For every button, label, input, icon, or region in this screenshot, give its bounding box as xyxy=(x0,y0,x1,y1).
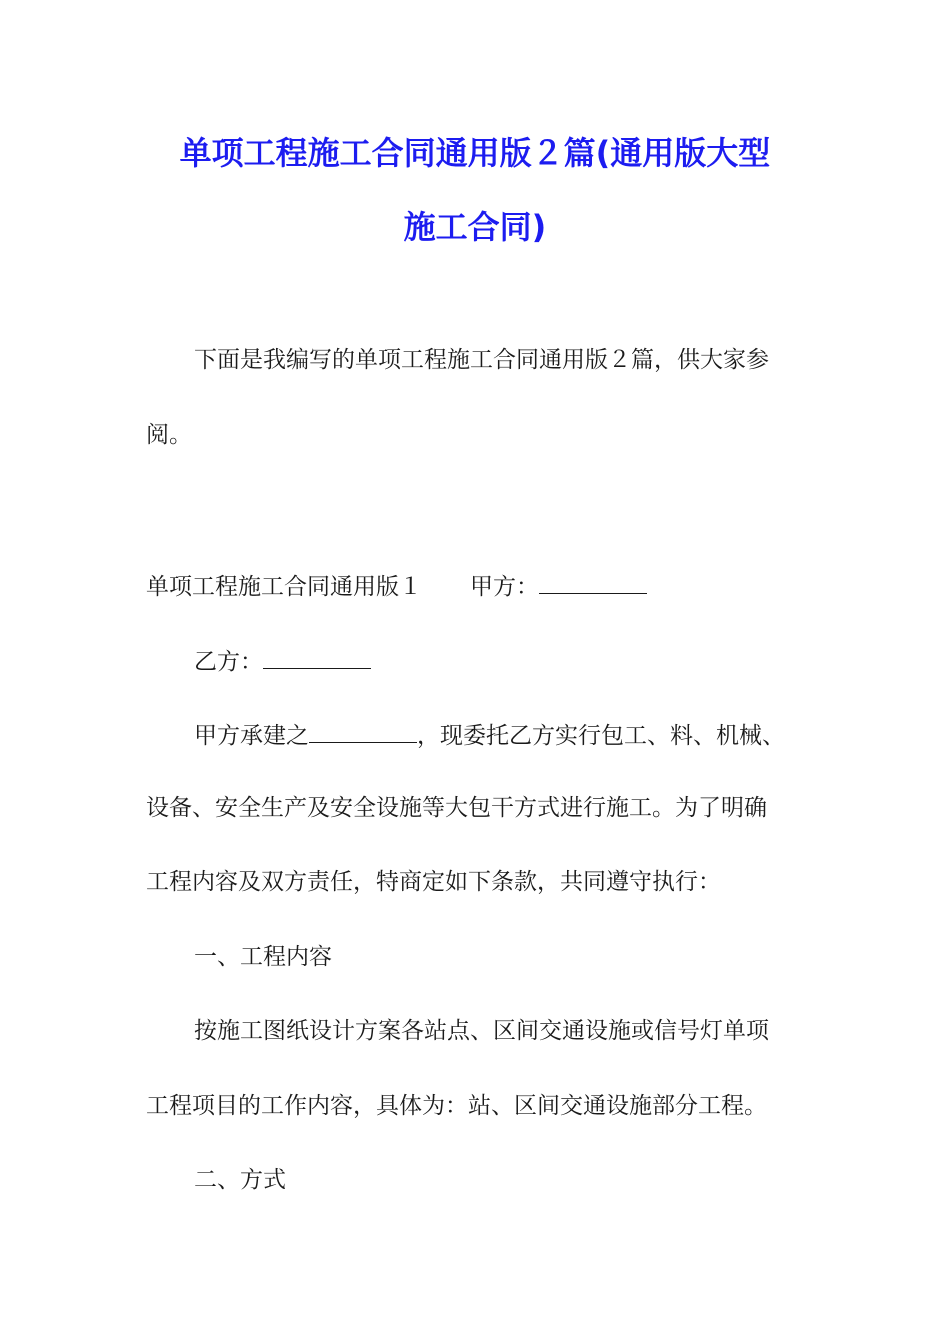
party-b-label: 乙方： xyxy=(194,649,263,675)
party-b-blank xyxy=(263,644,371,669)
document-title-line-2: 施工合同) xyxy=(403,208,547,246)
document-title-line-1: 单项工程施工合同通用版２篇(通用版大型 xyxy=(179,134,771,172)
party-b-row xyxy=(194,644,371,677)
party-a-label: 甲方： xyxy=(470,574,539,600)
party-a-blank xyxy=(539,569,647,594)
section-1-line-1: 按施工图纸设计方案各站点、区间交通设施或信号灯单项 xyxy=(194,1018,769,1044)
section-2-heading: 二、方式 xyxy=(194,1167,286,1193)
paragraph-1-end: ，现委托乙方实行包工、料、机械、 xyxy=(417,723,785,749)
intro-paragraph-line-2: 阅。 xyxy=(146,422,192,448)
contract-heading: 单项工程施工合同通用版１ xyxy=(146,574,422,600)
paragraph-1-start: 甲方承建之 xyxy=(194,723,309,749)
paragraph-1-line-1 xyxy=(194,718,785,751)
paragraph-1-line-2: 设备、安全生产及安全设施等大包干方式进行施工。为了明确 xyxy=(146,795,767,821)
section-1-line-2: 工程项目的工作内容，具体为：站、区间交通设施部分工程。 xyxy=(146,1093,767,1119)
intro-paragraph-line-1: 下面是我编写的单项工程施工合同通用版２篇，供大家参 xyxy=(194,347,769,373)
project-name-blank xyxy=(309,718,417,743)
contract-heading-row xyxy=(146,569,647,602)
paragraph-1-line-3: 工程内容及双方责任，特商定如下条款，共同遵守执行： xyxy=(146,869,721,895)
section-1-heading: 一、工程内容 xyxy=(194,944,332,970)
